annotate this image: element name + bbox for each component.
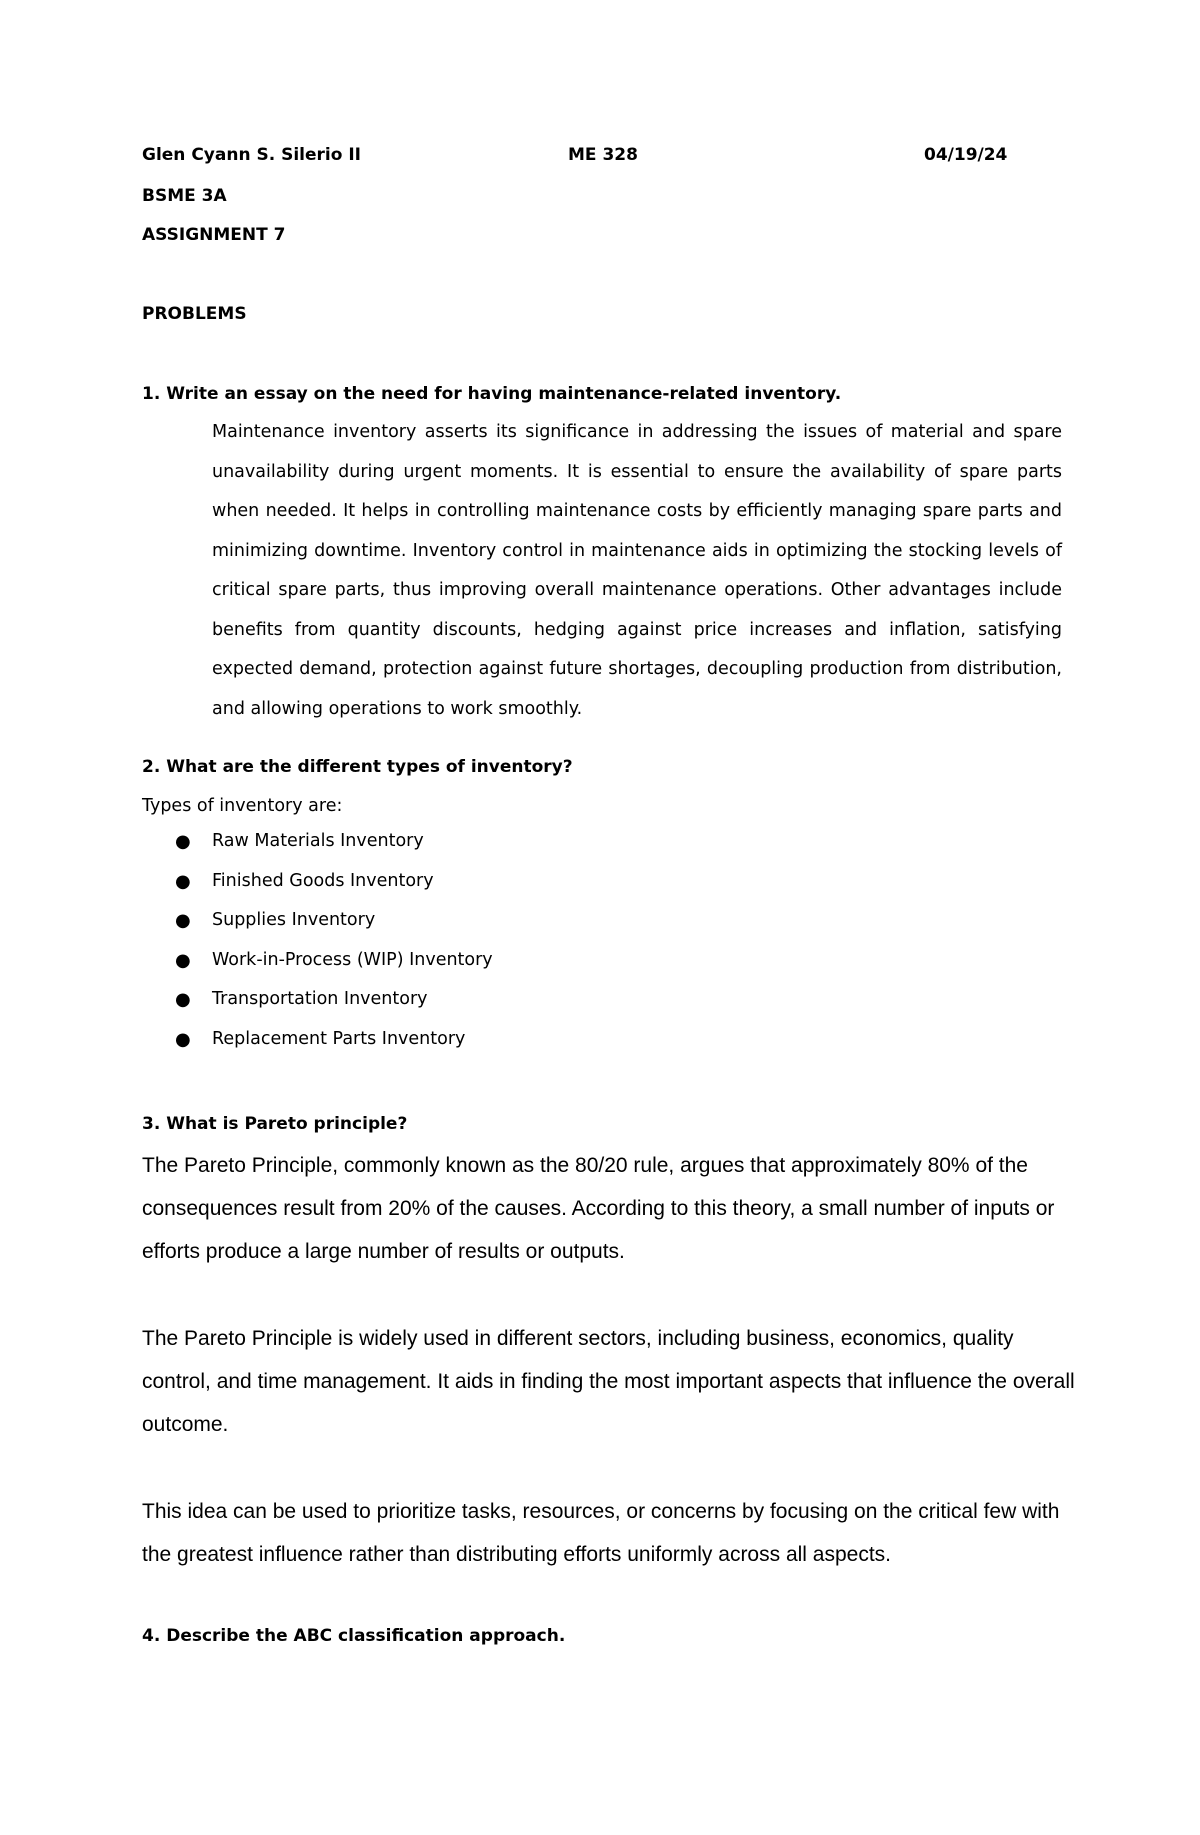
question-1: 1. Write an essay on the need for having maintenance-related inventory. bbox=[142, 384, 842, 404]
answer-3-paragraph-1: The Pareto Principle, commonly known as the 80/20 rule, argues that approximately 80% of the consequences result from 20% of the causes. According to this theory, a small number of inputs or efforts produce a large number of results or outputs. bbox=[142, 1154, 1055, 1263]
question-3: 3. What is Pareto principle? bbox=[142, 1114, 408, 1134]
question-2: 2. What are the different types of inventory? bbox=[142, 757, 573, 777]
bullet-icon: ● bbox=[175, 870, 191, 892]
submission-date: 04/19/24 bbox=[924, 145, 1008, 165]
bullet-icon: ● bbox=[175, 831, 191, 852]
list-item: ● Transportation Inventory bbox=[142, 980, 493, 1020]
bullet-icon: ● bbox=[175, 989, 191, 1010]
list-item: ● Work-in-Process (WIP) Inventory bbox=[142, 941, 493, 981]
student-name: Glen Cyann S. Silerio II bbox=[142, 145, 361, 165]
answer-3-paragraph-3: This idea can be used to prioritize tasks, resources, or concerns by focusing on the critical few with the greatest influence rather than distributing efforts uniformly across all aspects. bbox=[142, 1500, 1060, 1566]
answer-3-paragraph-2: The Pareto Principle is widely used in different sectors, including business, economics, quality control, and time management. It aids in finding the most important aspects that influence the overall outcome. bbox=[142, 1327, 1075, 1436]
list-item: ● Finished Goods Inventory bbox=[142, 862, 493, 902]
list-item: ● Replacement Parts Inventory bbox=[142, 1020, 493, 1060]
bullet-icon: ● bbox=[175, 910, 191, 931]
problems-heading: PROBLEMS bbox=[142, 304, 247, 324]
section-label: BSME 3A bbox=[142, 186, 227, 206]
answer-1: Maintenance inventory asserts its significance in addressing the issues of material and spare unavailability during urgent moments. It is essential to ensure the availability of spare parts when needed. It helps in controlling maintenance costs by efficiently managing spare parts and minimizing downtime. Inventory control in maintenance aids in optimizing the stocking levels of critical spare parts, thus improving overall maintenance operations. Other advantages include benefits from quantity discounts, hedging against price increases and inflation, satisfying expected demand, protection against future shortages, decoupling production from distribution, and allowing operations to work smoothly. bbox=[212, 422, 1062, 719]
answer-2-intro: Types of inventory are: bbox=[142, 796, 343, 816]
bullet-icon: ● bbox=[175, 1028, 191, 1050]
bullet-icon: ● bbox=[175, 949, 191, 971]
inventory-types-list bbox=[142, 822, 493, 1059]
assignment-title: ASSIGNMENT 7 bbox=[142, 225, 286, 245]
list-item: ● Supplies Inventory bbox=[142, 901, 493, 941]
list-item: ● Raw Materials Inventory bbox=[142, 822, 493, 862]
question-4: 4. Describe the ABC classification approach. bbox=[142, 1626, 566, 1646]
course-code: ME 328 bbox=[568, 145, 638, 165]
